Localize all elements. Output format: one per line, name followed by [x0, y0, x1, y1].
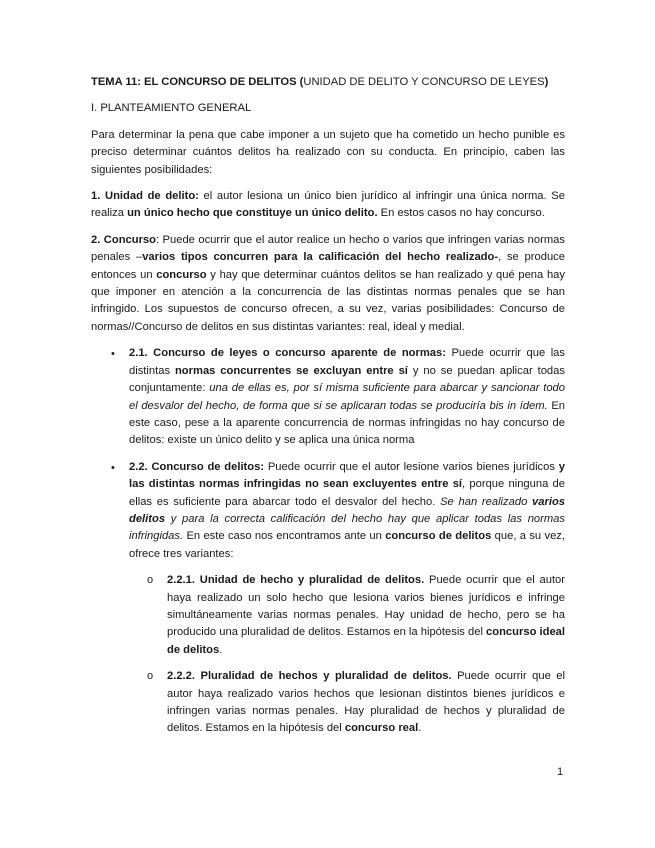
- title-bold: TEMA 11: EL CONCURSO DE DELITOS (: [91, 76, 304, 88]
- bullet-icon: •: [111, 461, 115, 474]
- title-parenthetical: UNIDAD DE DELITO Y CONCURSO DE LEYES: [303, 76, 545, 88]
- list-item-text: [129, 345, 565, 449]
- list-item-concurso-de-leyes: [91, 345, 565, 449]
- section-heading: I. PLANTEAMIENTO GENERAL: [91, 102, 252, 115]
- text: .: [219, 643, 223, 656]
- text-bold: y las distintas normas infringidas no sean excluyentes entre sí: [129, 460, 565, 491]
- text: En este caso nos encontramos ante un: [183, 530, 386, 543]
- text-italic: una de ellas es, por sí misma suficiente para abarcar y sancionar todo el desvalor del hecho, de forma que si se aplicaran todas se produciría bis in ídem.: [129, 382, 566, 412]
- paragraph-unidad-de-delito: [91, 188, 565, 223]
- bullet-icon: •: [111, 348, 115, 361]
- paragraph-concurso: [91, 232, 565, 336]
- text: En este caso, pese a la aparente concurrencia de normas infringidas no hay concurso de delitos: existe un único delito y se aplica una única norma: [129, 399, 566, 447]
- title-bold-end: ): [544, 76, 549, 88]
- circle-bullet-icon: o: [147, 670, 154, 683]
- text-bold: normas concurrentes se excluyan entre sí: [174, 364, 408, 377]
- text-bold: 2. Concurso: [91, 233, 156, 246]
- text: que, a su vez, ofrece tres variantes:: [129, 530, 565, 560]
- text-bold: 2.2.1. Unidad de hecho y pluralidad de delitos.: [167, 574, 425, 587]
- list-item-concurso-ideal: [129, 572, 565, 659]
- circle-bullet-icon: o: [147, 574, 154, 587]
- text-bold: concurso de delitos: [385, 530, 492, 543]
- text-bold: un único hecho que constituye un único delito.: [127, 207, 378, 220]
- text-bold: 2.1. Concurso de leyes o concurso aparente de normas:: [129, 347, 446, 360]
- text: En estos casos no hay concurso.: [377, 207, 545, 220]
- concurso-list: [91, 345, 565, 738]
- document-body: [91, 74, 565, 747]
- text: , se produce entonces un: [91, 251, 565, 281]
- text-bold: varios tipos concurren para la calificación del hecho realizado-: [142, 251, 499, 264]
- text: Puede ocurrir que el autor haya realizado un solo hecho que lesiona varios bienes jurídicos e infringe simultáneamente varias normas penales. Hay unidad de hecho, pero se ha producido una pluralidad de delitos. Estamos en la hipótesis del: [167, 574, 566, 639]
- text-bold: concurso real: [344, 722, 419, 735]
- list-item-text: [129, 459, 565, 563]
- list-item-text: [167, 668, 565, 738]
- text: y hay que determinar cuántos delitos se han realizado y qué pena hay que imponer en atención a la concurrencia de las distintas normas penales que se han infringido. Los supuestos de concurso ofrecen, a su vez, varias posibilidades: Concurso de normas//Concurso de delitos en sus distintas variantes: real, ideal y medial.: [91, 268, 565, 333]
- text-bold: concurso: [156, 268, 207, 281]
- intro-paragraph: Para determinar la pena que cabe imponer a un sujeto que ha cometido un hecho punible es preciso determinar cuántos delitos ha realizado con su conducta. En principio, caben las siguientes posibilidades:: [91, 128, 565, 176]
- text: Puede ocurrir que las distintas: [129, 347, 565, 377]
- list-item-text: [167, 572, 565, 659]
- text-bold-italic: varios delitos: [129, 495, 566, 525]
- text-italic: Se han realizado: [440, 495, 533, 508]
- text-italic: y para la correcta calificación del hecho hay que aplicar todas las normas infringidas.: [129, 512, 565, 543]
- page-title: [91, 74, 565, 91]
- list-item-concurso-de-delitos: [91, 459, 565, 738]
- text: : Puede ocurrir que el autor realice un hecho o varios que infringen varias normas penales –: [91, 233, 565, 264]
- text: Puede ocurrir que el autor lesione varios bienes jurídicos: [264, 460, 559, 473]
- text-bold: concurso ideal de delitos: [167, 626, 566, 656]
- text: el autor lesiona un único bien jurídico al infringir una única norma. Se realiza: [91, 190, 565, 220]
- text: .: [418, 722, 422, 735]
- page-number: 1: [557, 766, 564, 778]
- text-bold: 1. Unidad de delito:: [91, 190, 199, 203]
- concurso-de-delitos-variants: [129, 572, 565, 738]
- text: y no se puedan aplicar todas conjuntamente:: [129, 364, 565, 395]
- text-bold: 2.2. Concurso de delitos:: [129, 460, 265, 473]
- text: Puede ocurrir que el autor haya realizado varios hechos que lesionan distintos bienes jurídicos e infringen varias normas penales. Hay pluralidad de hechos y pluralidad de delitos. Estamos en la hipótesis del: [167, 670, 565, 735]
- text: , porque ninguna de ellas es suficiente para abarcar todo el desvalor del hecho.: [129, 478, 565, 508]
- list-item-concurso-real: [129, 668, 565, 738]
- text-bold: 2.2.2. Pluralidad de hechos y pluralidad de delitos.: [167, 670, 452, 683]
